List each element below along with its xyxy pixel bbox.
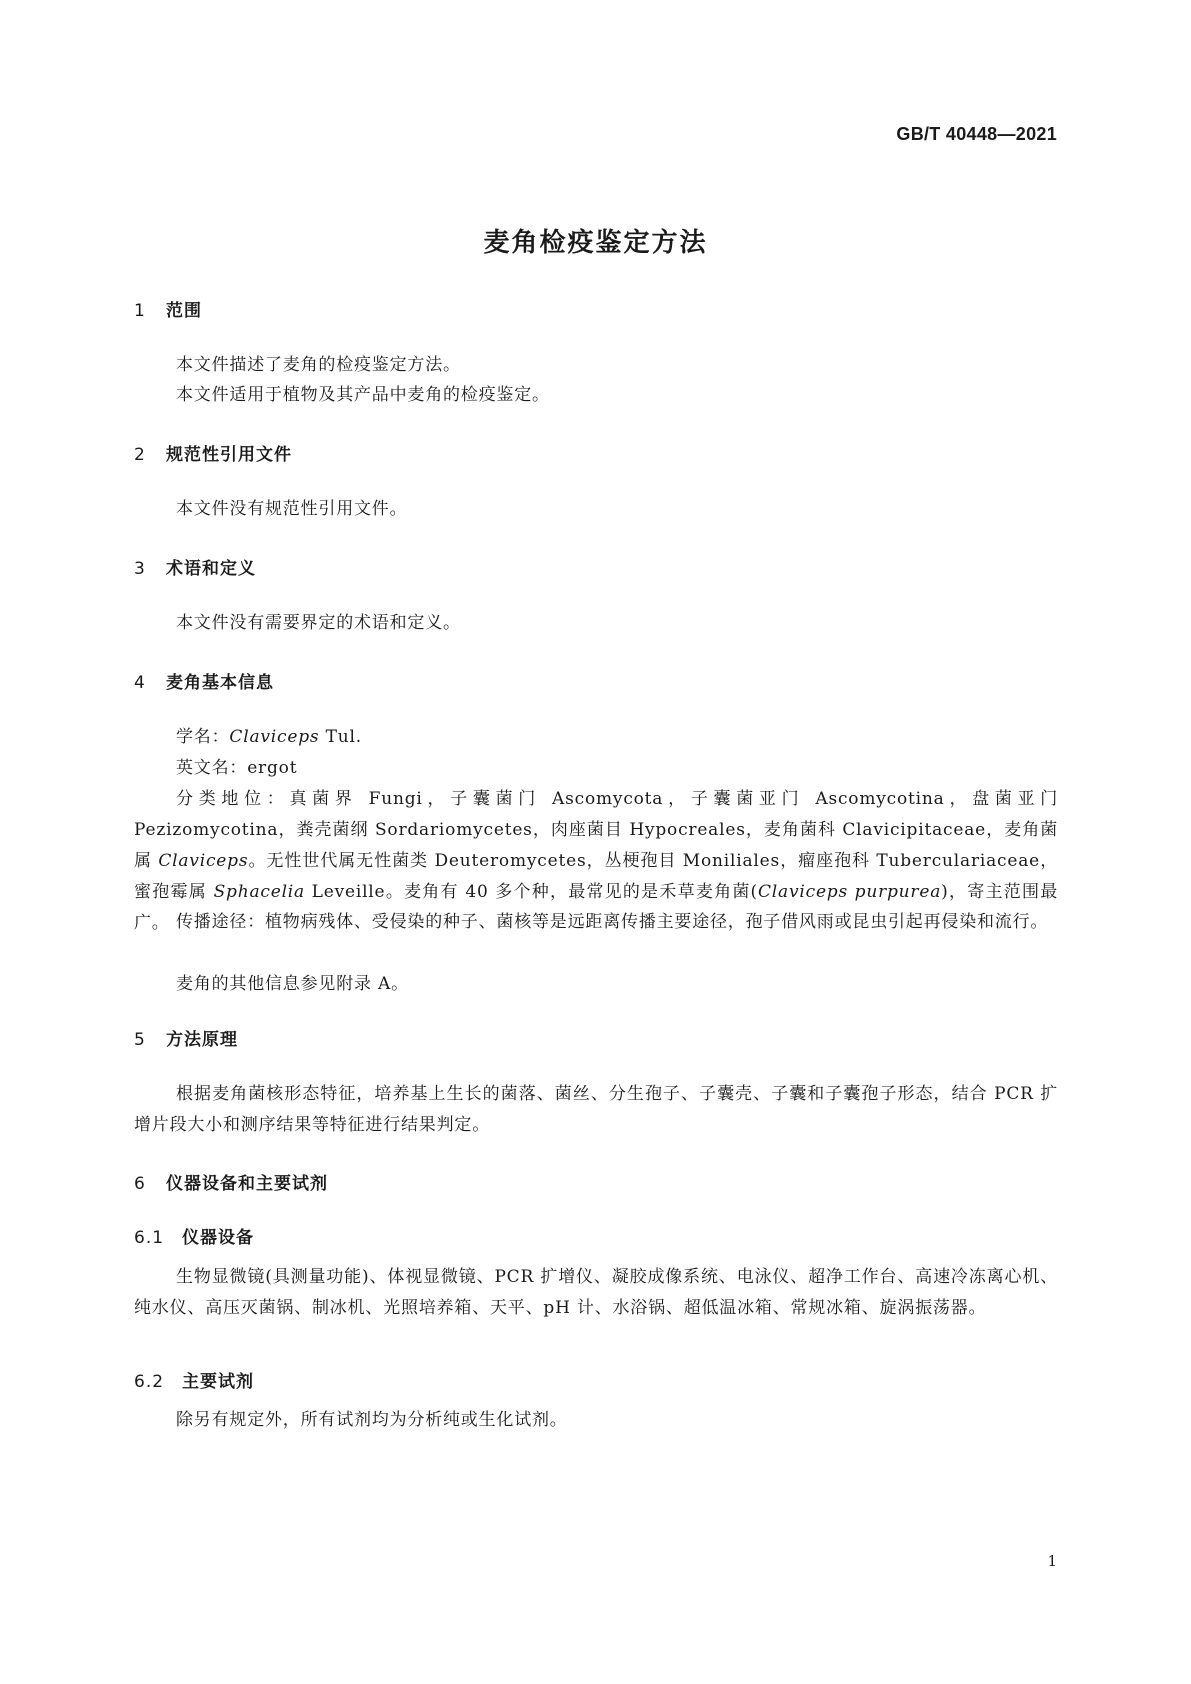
spread-route-paragraph: 传播途径：植物病残体、受侵染的种子、菌核等是远距离传播主要途径，孢子借风雨或昆虫引起再侵染和流行。 [176,912,1049,932]
section-title: 范围 [166,301,202,321]
section-1-heading [134,296,202,321]
subsection-number: 6.2 [134,1372,165,1392]
section-1-paragraph-2: 本文件适用于植物及其产品中麦角的检疫鉴定。 [176,385,550,405]
taxonomy-genus: Claviceps [158,851,249,871]
section-2-heading [134,440,292,465]
page-number: 1 [1047,1552,1057,1570]
section-4-heading [134,668,274,693]
taxonomy-genus-2: Sphacelia [213,882,305,902]
document-title: 麦角检疫鉴定方法 [483,228,708,258]
other-info-paragraph: 麦角的其他信息参见附录 A。 [176,974,409,994]
section-title: 方法原理 [166,1030,238,1050]
english-name-line: 英文名：ergot [176,758,298,778]
section-6-1-paragraph-1: 生物显微镜(具测量功能)、体视显微镜、PCR 扩增仪、凝胶成像系统、电泳仪、超净工作台、高速冷冻离心机、纯水仪、高压灭菌锅、制冰机、光照培养箱、天平、pH 计、水浴锅、超低温冰箱、常规冰箱、旋涡振荡器。 [134,1267,1058,1318]
section-number: 4 [134,673,146,693]
section-6-2-heading [134,1367,254,1392]
taxonomy-text-d: )，寄主范围最广。 [134,882,1059,933]
section-number: 1 [134,301,146,321]
section-title: 规范性引用文件 [166,445,292,465]
taxonomy-text-b: 。无性世代属无性菌类 Deuteromycetes，丛梗孢目 Moniliales，瘤座孢科 Tuberculariaceae，蜜孢霉属 [134,851,1058,902]
taxonomy-text-a: 分类地位：真菌界 Fungi，子囊菌门 Ascomycota，子囊菌亚门 Ascomycotina，盘菌亚门 Pezizomycotina，粪壳菌纲 Sordariomycetes，肉座菌目 Hypocreales，麦角菌科 Clavicipitaceae，麦角菌属 [134,789,1058,871]
subsection-number: 6.1 [134,1228,165,1248]
section-1-paragraph-1: 本文件描述了麦角的检疫鉴定方法。 [176,355,461,375]
section-number: 2 [134,445,146,465]
sci-name-label: 学名： [176,727,230,747]
sci-name-author: Tul. [319,727,362,747]
sci-name-genus: Claviceps [229,727,320,747]
taxonomy-text-c: Leveille。麦角有 40 多个种，最常见的是禾草麦角菌( [304,882,758,902]
section-3-heading [134,554,256,579]
scientific-name-line [134,722,1058,753]
section-2-paragraph-1: 本文件没有规范性引用文件。 [176,499,408,519]
section-title: 麦角基本信息 [166,673,274,693]
section-5-paragraph-1: 根据麦角菌核形态特征，培养基上生长的菌落、菌丝、分生孢子、子囊壳、子囊和子囊孢子形态，结合 PCR 扩增片段大小和测序结果等特征进行结果判定。 [134,1084,1058,1135]
document-number: GB/T 40448—2021 [896,124,1057,144]
taxonomy-species: Claviceps purpurea [758,882,942,902]
section-6-2-paragraph-1: 除另有规定外，所有试剂均为分析纯或生化试剂。 [176,1410,568,1430]
section-number: 6 [134,1174,146,1194]
section-title: 术语和定义 [166,559,256,579]
section-5-heading [134,1025,238,1050]
section-3-paragraph-1: 本文件没有需要界定的术语和定义。 [176,613,461,633]
section-title: 仪器设备和主要试剂 [166,1174,328,1194]
section-number: 5 [134,1030,146,1050]
subsection-title: 主要试剂 [182,1372,254,1392]
section-number: 3 [134,559,146,579]
subsection-title: 仪器设备 [182,1228,254,1248]
section-6-heading [134,1169,328,1194]
section-6-1-heading [134,1223,254,1248]
